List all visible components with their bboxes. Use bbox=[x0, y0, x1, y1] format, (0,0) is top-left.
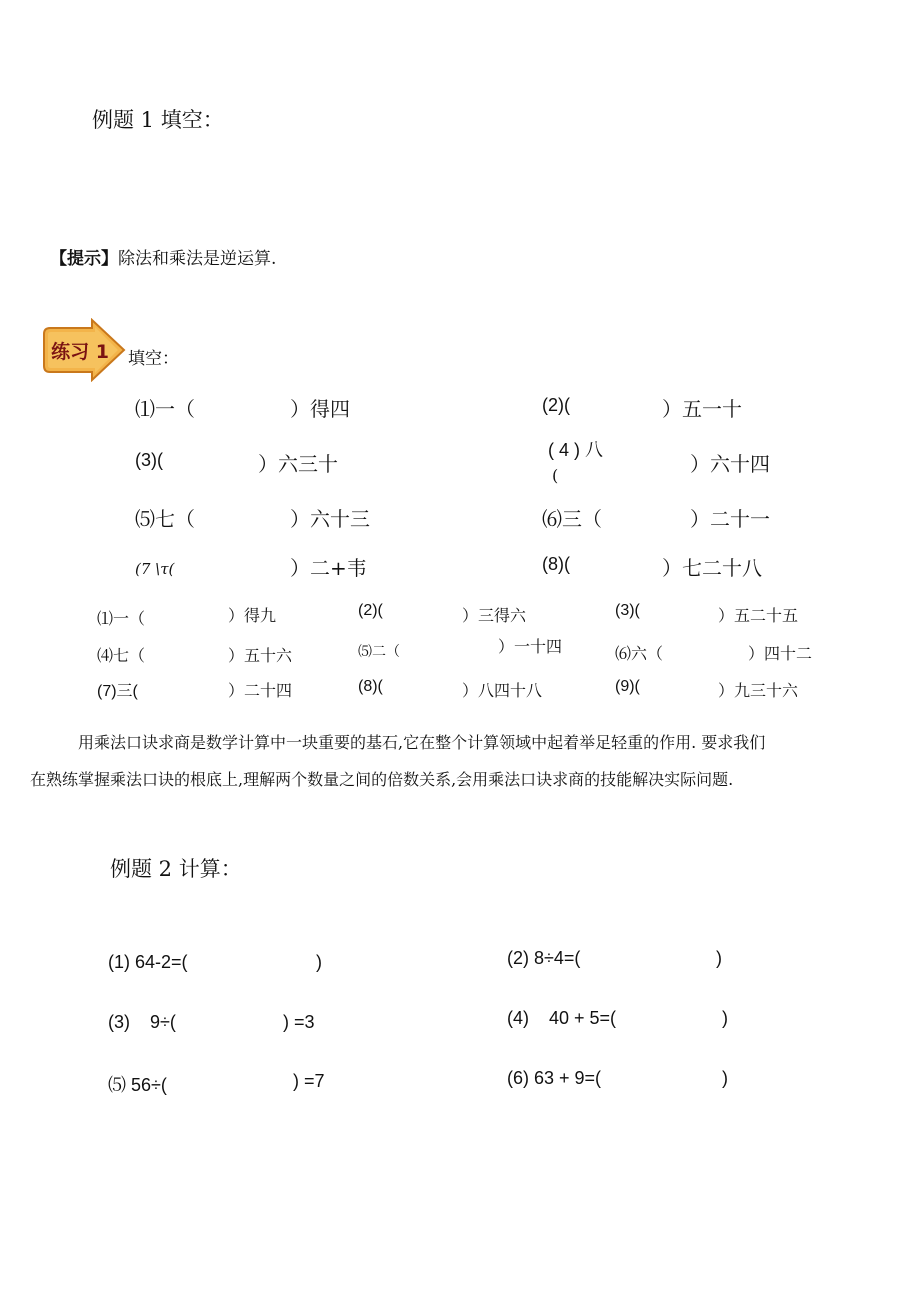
calc-item-6-close: ) bbox=[722, 1068, 728, 1088]
hint-line bbox=[50, 244, 276, 269]
practice1-prompt: 填空： bbox=[128, 349, 179, 369]
big-item-5-num: ⑸七（ bbox=[135, 507, 195, 531]
small-item-2-num: (2)( bbox=[358, 602, 383, 619]
big-item-6-close: ）二十一 bbox=[690, 507, 770, 531]
hint-text: 除法和乘法是逆运算. bbox=[118, 249, 277, 269]
small-item-3-num: (3)( bbox=[615, 602, 640, 619]
calc-item-2-close: ) bbox=[716, 948, 722, 968]
small-item-4-num: ⑷七（ bbox=[97, 646, 146, 665]
big-item-4-close: ）六十四 bbox=[690, 452, 770, 476]
small-item-6-close: ）四十二 bbox=[748, 644, 813, 663]
badge-label: 练习 1 bbox=[51, 341, 109, 363]
calc-item-4-close: ) bbox=[722, 1008, 728, 1028]
small-item-5-close: ）一十四 bbox=[498, 637, 563, 656]
big-item-7-num: (7 \τ( bbox=[135, 560, 175, 578]
practice-badge-icon bbox=[40, 318, 126, 382]
calc-item-5-label: ⑸ 56÷( bbox=[108, 1075, 167, 1095]
big-item-4-num: ( 4 ) 八 bbox=[548, 440, 604, 460]
big-item-6-num: ⑹三（ bbox=[542, 507, 602, 531]
small-item-6-num: ⑹六（ bbox=[615, 644, 664, 663]
calc-item-1-label: (1) 64-2=( bbox=[108, 952, 188, 972]
big-item-1-close: ）得四 bbox=[290, 397, 350, 421]
big-item-2-close: ）五一十 bbox=[662, 397, 742, 421]
calc-item-1-close: ) bbox=[316, 952, 322, 972]
example1-title: 例题 1 填空： bbox=[92, 108, 224, 132]
big-item-3-close: ）六三十 bbox=[258, 452, 338, 476]
small-item-2-close: ）三得六 bbox=[462, 606, 527, 625]
paragraph-line-1: 用乘法口诀求商是数学计算中一块重要的基石,它在整个计算领域中起着举足轻重的作用. 要求我们 bbox=[78, 733, 766, 752]
small-item-1-close: ）得九 bbox=[228, 606, 277, 625]
big-item-8-num: (8)( bbox=[542, 554, 570, 574]
big-item-3-num: (3)( bbox=[135, 450, 163, 470]
big-item-7-close: ）二+韦 bbox=[290, 556, 367, 580]
small-item-4-close: ）五十六 bbox=[228, 646, 293, 665]
big-item-4-num2: ( bbox=[552, 466, 559, 485]
example2-title: 例题 2 计算： bbox=[110, 857, 242, 881]
calc-item-2-label: (2) 8÷4=( bbox=[507, 948, 581, 968]
small-item-7-close: ）二十四 bbox=[228, 681, 293, 700]
small-item-9-close: ）九三十六 bbox=[718, 681, 799, 700]
big-item-1-num: ⑴一（ bbox=[135, 397, 195, 421]
calc-item-4-label: (4) 40 + 5=( bbox=[507, 1008, 617, 1028]
big-item-2-num: (2)( bbox=[542, 395, 570, 415]
small-item-5-num: ⑸二（ bbox=[358, 644, 400, 660]
calc-item-3-label: (3) 9÷( bbox=[108, 1012, 176, 1032]
small-item-7-num: (7)三( bbox=[97, 683, 138, 700]
hint-label: 【提示】 bbox=[50, 249, 118, 269]
small-item-1-num: ⑴一（ bbox=[97, 609, 146, 628]
calc-item-6-label: (6) 63 + 9=( bbox=[507, 1068, 602, 1088]
calc-item-3-close: ) =3 bbox=[283, 1012, 315, 1032]
small-item-3-close: ）五二十五 bbox=[718, 606, 799, 625]
small-item-9-num: (9)( bbox=[615, 678, 640, 695]
small-item-8-num: (8)( bbox=[358, 678, 383, 695]
paragraph-line-2: 在熟练掌握乘法口诀的根底上,理解两个数量之间的倍数关系,会用乘法口诀求商的技能解决实际问题. bbox=[30, 770, 734, 789]
big-item-8-close: ）七二十八 bbox=[662, 556, 762, 580]
small-item-8-close: ）八四十八 bbox=[462, 681, 543, 700]
big-item-5-close: ）六十三 bbox=[290, 507, 370, 531]
calc-item-5-close: ) =7 bbox=[293, 1071, 325, 1091]
